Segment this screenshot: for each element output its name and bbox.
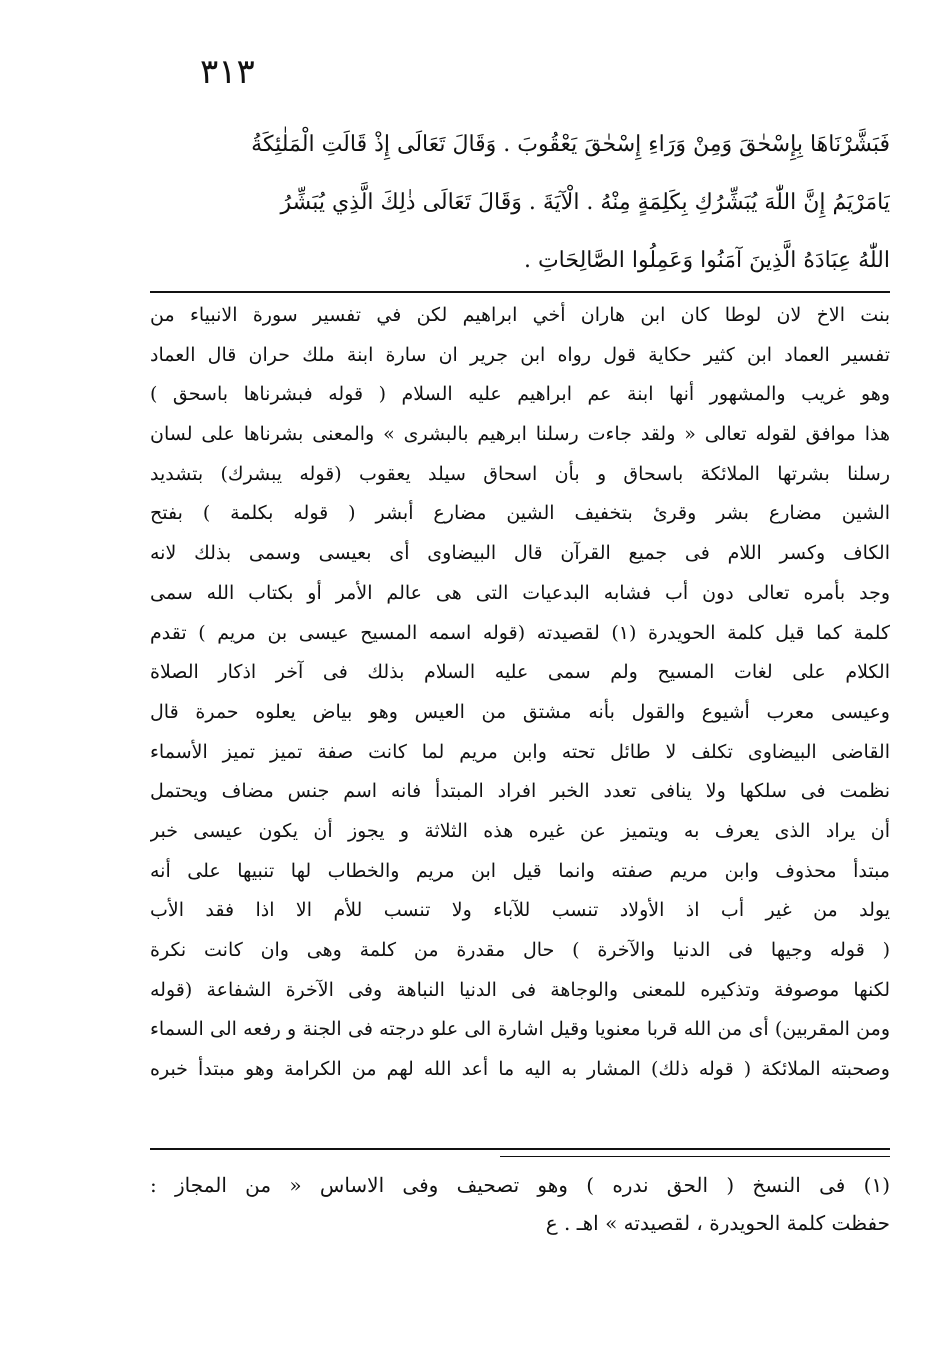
- verse-line: فَبَشَّرْنَاهَا بِإِسْحٰقَ وَمِنْ وَرَاءِ إِسْحٰقَ يَعْقُوبَ . وَقَالَ تَعَالَى إِذْ قَالَتِ الْمَلٰئِكَةُ: [251, 132, 890, 157]
- bottom-divider-rule: [150, 1148, 890, 1150]
- footnote-line: حفظت كلمة الحويدرة ، لقصيدته » اهـ . ع: [545, 1211, 890, 1235]
- commentary-line: رسلنا بشرتها الملائكة باسحاق و بأن اسحاق سيلد يعقوب (قوله يبشرك) بتشديد: [150, 462, 890, 485]
- commentary-line: وصحبته الملائكة ( قوله ذلك) المشار به اليه ما أعد الله لهم من الكرامة وهو مبتدأ خبره: [150, 1058, 890, 1081]
- footnote-line: (١) فى النسخ ( الحق ندره ) وهو تصحيف وفى الاساس « من المجاز :: [150, 1173, 890, 1197]
- footnote-divider-rule: [500, 1156, 890, 1157]
- page-number: ٣١٣: [200, 52, 255, 92]
- top-divider-rule: [150, 291, 890, 293]
- commentary-line: لكنها موصوفة وتذكيره للمعنى والوجاهة فى الدنيا النباهة وفى الآخرة الشفاعة (قوله: [150, 978, 890, 1001]
- commentary-line: مبتدأ محذوف وابن مريم صفته وانما قيل ابن مريم والخطاب لها تنبيها على أنه: [150, 859, 890, 882]
- commentary-line: تفسير العماد ابن كثير حكاية قول رواه ابن جرير ان سارة ابنة ملك حران قال العماد: [150, 343, 890, 366]
- commentary-line: ومن المقربين) أى من الله قربا معنويا وقيل اشارة الى علو درجته فى الجنة و رفعه الى السماء: [150, 1018, 890, 1041]
- commentary-line: يولد من غير أب اذ الأولاد تنسب للآباء ولا تنسب للأم الا اذا فقد الأب: [150, 899, 890, 922]
- commentary-line: هذا موافق لقوله تعالى « ولقد جاءت رسلنا ابرهيم بالبشرى » والمعنى بشرناها على لسان: [150, 423, 890, 446]
- commentary-line: وجد بأمره تعالى دون أب فشابه البدعيات التى هى عالم الأمر أو بكتاب الله سمى: [150, 581, 890, 604]
- quran-verse-block: [150, 116, 890, 290]
- commentary-line: القاضى البيضاوى تكلف لا طائل تحته وابن مريم لما كانت صفة تميز تميز الأسماء: [150, 740, 890, 763]
- commentary-line: وعيسى معرب أشيوع والقول بأنه مشتق من العيس وهو بياض يعلوه حمرة قال: [150, 700, 890, 723]
- commentary-line: بنت الاخ لان لوطا كان ابن هاران أخي ابراهيم لكن في تفسير سورة الانبياء من: [150, 304, 890, 326]
- commentary-line: أن يراد الذى يعرف به ويتميز عن غيره هذه الثلاثة و يجوز أن يكون عيسى خبر: [150, 819, 890, 842]
- commentary-line: الكلام على لغات المسيح ولم سمى عليه السلام بذلك فى آخر اذكار الصلاة: [150, 661, 890, 684]
- footnote-block: [150, 1166, 890, 1242]
- commentary-line: وهو غريب والمشهور أنها ابنة عم ابراهيم عليه السلام ( قوله فبشرناها باسحق ): [150, 383, 890, 406]
- commentary-line: ( قوله وجيها فى الدنيا والآخرة ) حال مقدرة من كلمة وهى وان كانت نكرة: [150, 939, 890, 961]
- verse-line: يَامَرْيَمُ إِنَّ اللّٰهَ يُبَشِّرُكِ بِكَلِمَةٍ مِنْهُ . الْآيَةَ . وَقَالَ تَعَالَى ذٰلِكَ الَّذِي يُبَشِّرُ: [280, 190, 890, 215]
- commentary-line: الكاف وكسر اللام فى جميع القرآن قال البيضاوى أى بعيسى وسمى بذلك لانه: [150, 542, 890, 565]
- commentary-line: الشين مضارع بشر وقرئ بتخفيف الشين مضارع أبشر ( قوله بكلمة ) بفتح: [150, 502, 890, 525]
- commentary-line: كلمة كما قيل كلمة الحويدرة (١) لقصيدته (قوله اسمه المسيح عيسى بن مريم ) تقدم: [150, 621, 890, 644]
- verse-line: اللّٰهُ عِبَادَهُ الَّذِينَ آمَنُوا وَعَمِلُوا الصَّالِحَاتِ .: [523, 248, 890, 273]
- commentary-block: [150, 296, 890, 1090]
- commentary-line: نظمت فى سلكها ولا ينافى تعدد الخبر افراد المبتدأ فانه اسم جنس مضاف ويحتمل: [150, 780, 890, 803]
